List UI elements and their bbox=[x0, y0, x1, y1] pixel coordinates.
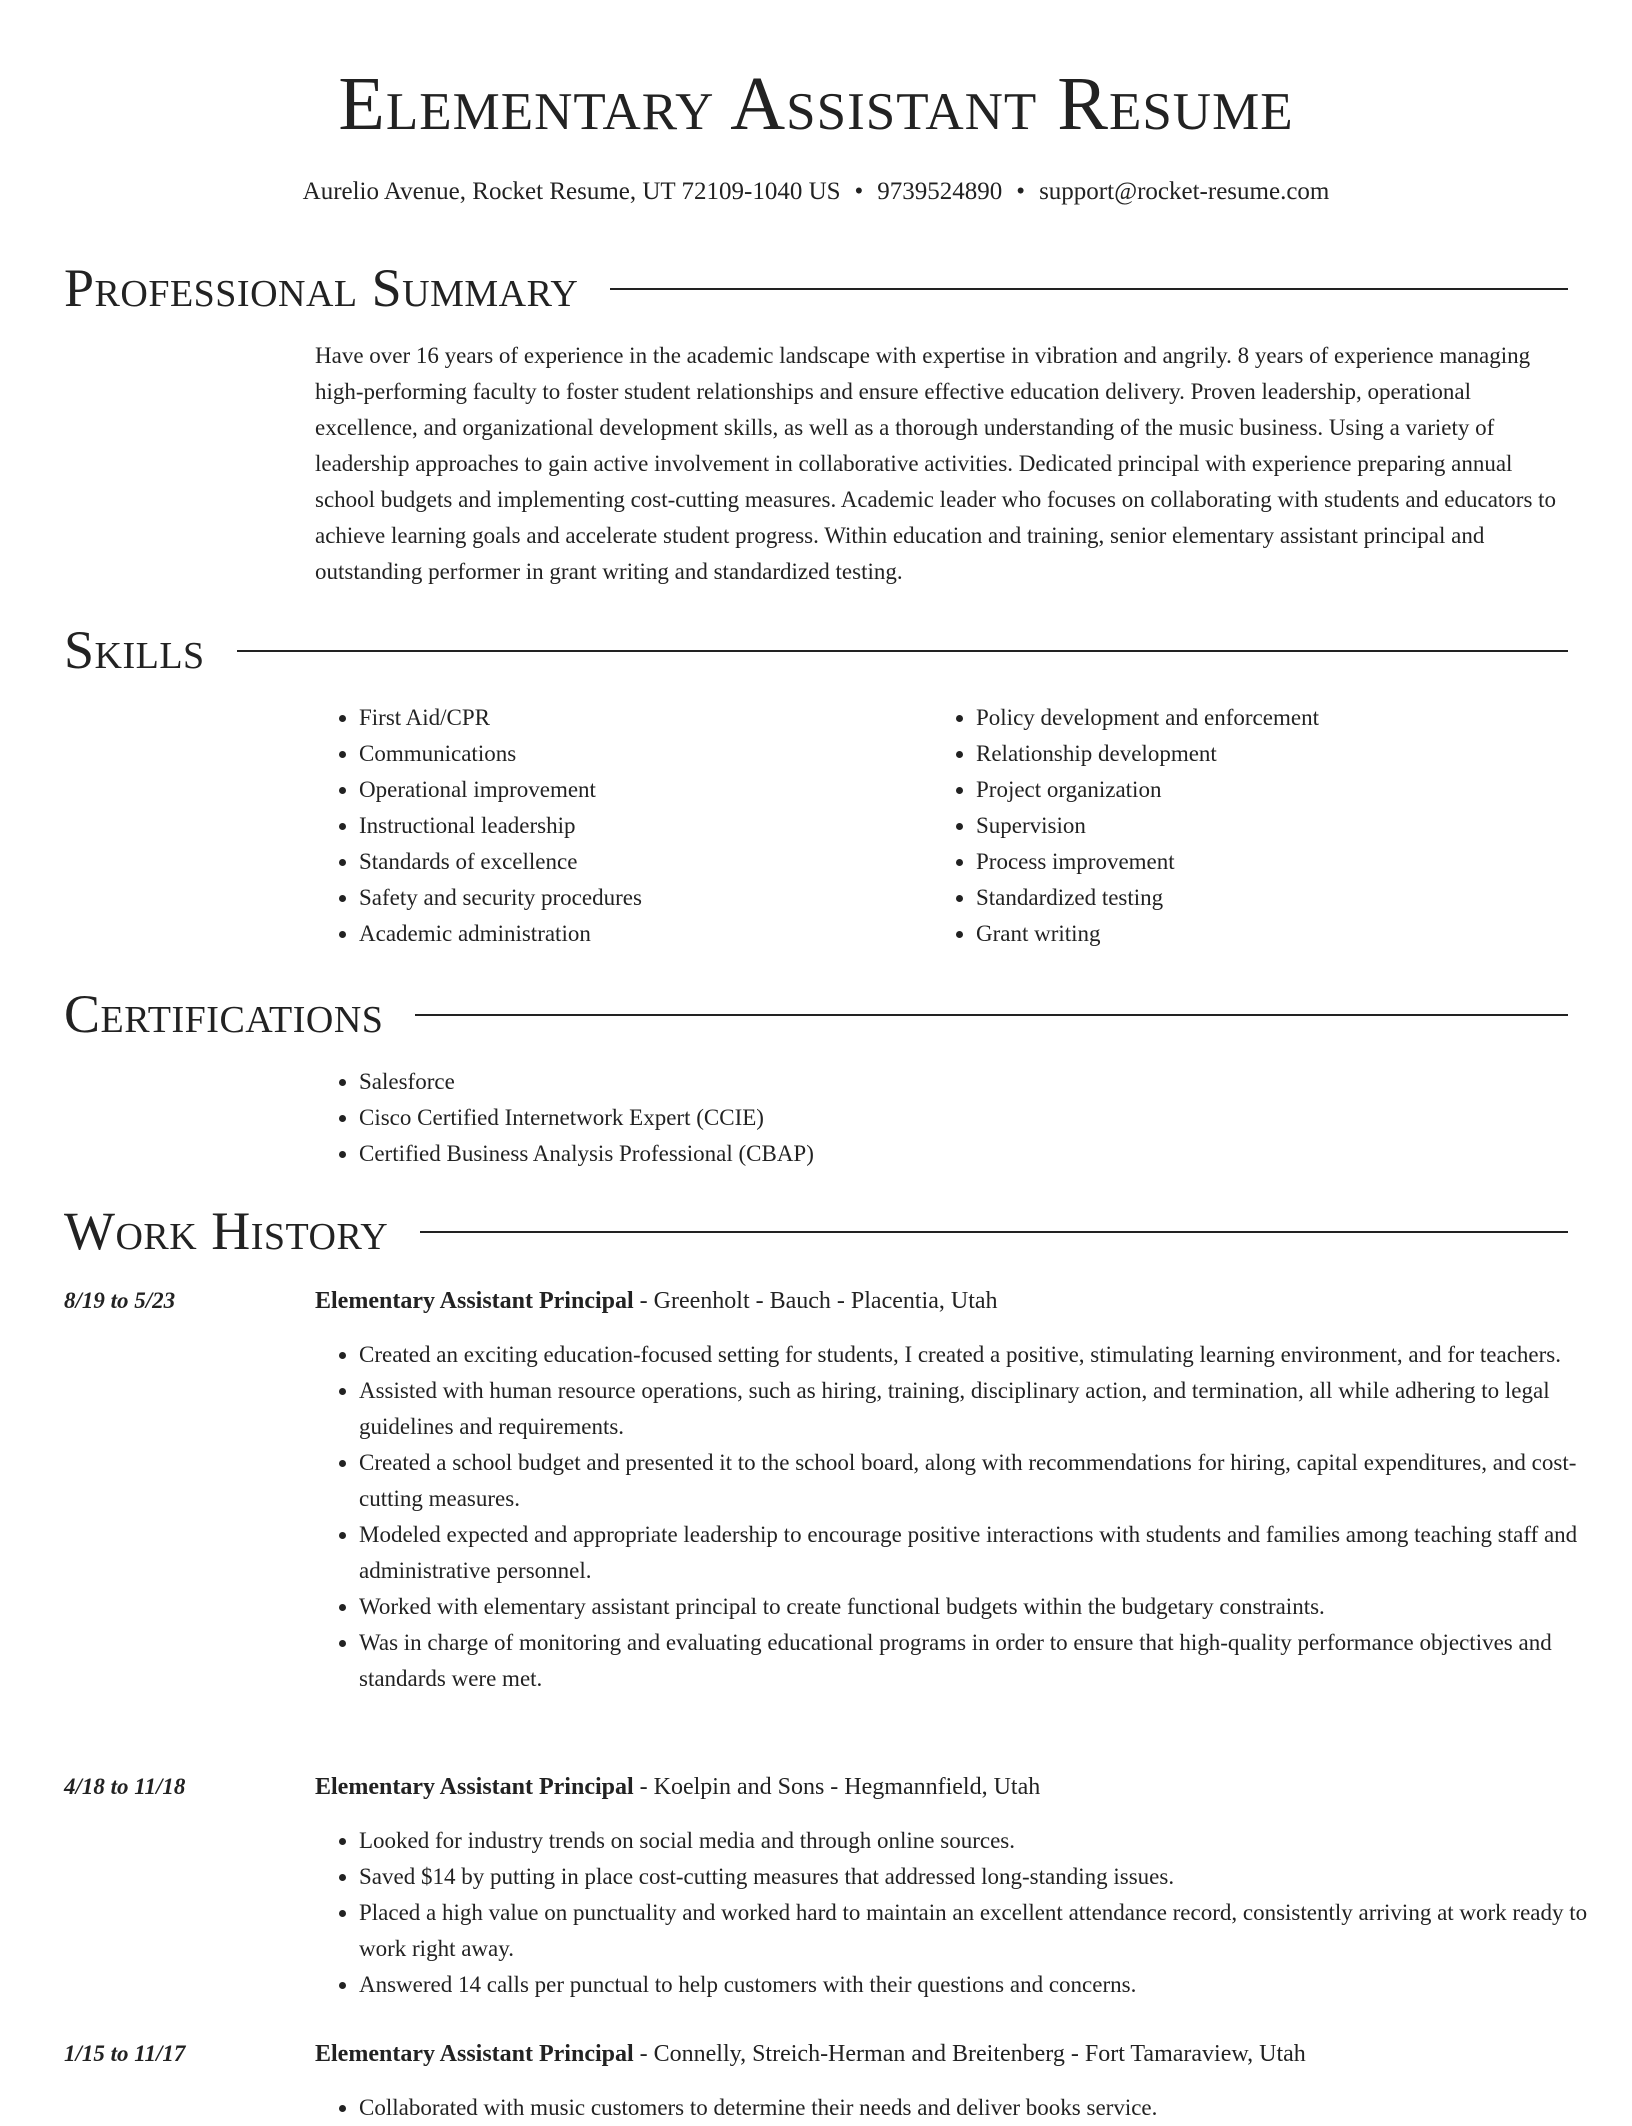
section-divider bbox=[237, 650, 1568, 652]
contact-address: Aurelio Avenue, Rocket Resume, UT 72109-1040 US bbox=[302, 178, 841, 205]
job-bullet: • Worked with elementary assistant principal to create functional budgets within the budgetary constraints. bbox=[359, 1589, 1625, 1625]
job-employer: - Connelly, Streich-Herman and Breitenberg - Fort Tamaraview, Utah bbox=[633, 2041, 1306, 2067]
skill-item: • Communications bbox=[359, 736, 915, 772]
job-dates: 1/15 to 11/17 bbox=[64, 2041, 186, 2066]
skill-item: • Standardized testing bbox=[976, 880, 1562, 916]
summary-section-header bbox=[64, 256, 1568, 320]
skill-item: • Grant writing bbox=[976, 916, 1562, 952]
work-history-heading: Work History bbox=[64, 1201, 389, 1261]
skills-list-left bbox=[315, 700, 915, 952]
contact-phone: 9739524890 bbox=[877, 178, 1003, 205]
skill-item: • First Aid/CPR bbox=[359, 700, 915, 736]
contact-email: support@rocket-resume.com bbox=[1039, 178, 1330, 205]
job-title: Elementary Assistant Principal bbox=[315, 2041, 634, 2067]
job-bullet: • Looked for industry trends on social media and through online sources. bbox=[359, 1823, 1625, 1859]
job-bullet: • Was in charge of monitoring and evaluating educational programs in order to ensure that high-quality performance objectives and standards were met. bbox=[359, 1625, 1625, 1697]
skill-item: • Academic administration bbox=[359, 916, 915, 952]
skill-item: • Relationship development bbox=[976, 736, 1562, 772]
certifications-heading: Certifications bbox=[64, 984, 384, 1044]
job-dates: 4/18 to 11/18 bbox=[64, 1774, 186, 1799]
section-divider bbox=[420, 1231, 1568, 1233]
job-heading bbox=[315, 2036, 1565, 2072]
job-bullet: • Created an exciting education-focused setting for students, I created a positive, stimulating learning environment, and for teachers. bbox=[359, 1337, 1625, 1373]
job-bullets bbox=[315, 1337, 1625, 1697]
job-bullet: • Assisted with human resource operations, such as hiring, training, disciplinary action, and termination, all while adhering to legal guidelines and requirements. bbox=[359, 1373, 1625, 1445]
certification-item: • Cisco Certified Internetwork Expert (CCIE) bbox=[359, 1100, 814, 1136]
contact-separator: • bbox=[1016, 178, 1026, 205]
job-employer: - Koelpin and Sons - Hegmannfield, Utah bbox=[633, 1774, 1041, 1800]
skill-item: • Operational improvement bbox=[359, 772, 915, 808]
certifications-section-header bbox=[64, 982, 1568, 1046]
summary-text: Have over 16 years of experience in the academic landscape with expertise in vibration and angrily. 8 years of experience managing high-performing faculty to foster student relationships and ensure effective education delivery. Proven leadership, operational excellence, and organizational development skills, as well as a thorough understanding of the music business. Using a variety of leadership approaches to gain active involvement in collaborative activities. Dedicated principal with experience preparing annual school budgets and implementing cost-cutting measures. Academic leader who focuses on collaborating with students and educators to achieve learning goals and accelerate student progress. Within education and training, senior elementary assistant principal and outstanding performer in grant writing and standardized testing. bbox=[315, 343, 1557, 584]
work-history-section-header bbox=[64, 1199, 1568, 1263]
job-bullet: • Modeled expected and appropriate leadership to encourage positive interactions with students and families among teaching staff and administrative personnel. bbox=[359, 1517, 1625, 1589]
resume-title: Elementary Assistant Resume bbox=[338, 62, 1294, 146]
job-heading bbox=[315, 1769, 1565, 1805]
job-bullet: • Saved $14 by putting in place cost-cutting measures that addressed long-standing issues. bbox=[359, 1859, 1625, 1895]
skill-item: • Instructional leadership bbox=[359, 808, 915, 844]
job-employer: - Greenholt - Bauch - Placentia, Utah bbox=[633, 1288, 998, 1314]
skill-item: • Policy development and enforcement bbox=[976, 700, 1562, 736]
job-bullet: • Answered 14 calls per punctual to help customers with their questions and concerns. bbox=[359, 1967, 1625, 2003]
contact-line bbox=[0, 172, 1632, 212]
job-bullets bbox=[315, 2090, 1625, 2126]
skill-item: • Safety and security procedures bbox=[359, 880, 915, 916]
certification-item: • Certified Business Analysis Professional (CBAP) bbox=[359, 1136, 814, 1172]
section-divider bbox=[610, 288, 1568, 290]
skills-list-right bbox=[932, 700, 1562, 952]
skill-item: • Standards of excellence bbox=[359, 844, 915, 880]
certifications-list bbox=[315, 1064, 814, 1172]
skill-item: • Process improvement bbox=[976, 844, 1562, 880]
contact-separator: • bbox=[854, 178, 864, 205]
skill-item: • Project organization bbox=[976, 772, 1562, 808]
job-bullets bbox=[315, 1823, 1625, 2003]
job-bullet: • Created a school budget and presented it to the school board, along with recommendations for hiring, capital expenditures, and cost-cutting measures. bbox=[359, 1445, 1625, 1517]
section-divider bbox=[415, 1014, 1568, 1016]
skill-item: • Supervision bbox=[976, 808, 1562, 844]
job-bullet: • Collaborated with music customers to determine their needs and deliver books service. bbox=[359, 2090, 1625, 2126]
summary-heading: Professional Summary bbox=[64, 258, 579, 318]
certification-item: • Salesforce bbox=[359, 1064, 814, 1100]
job-title: Elementary Assistant Principal bbox=[315, 1288, 634, 1314]
job-dates: 8/19 to 5/23 bbox=[64, 1288, 176, 1313]
job-heading bbox=[315, 1283, 1565, 1319]
job-bullet: • Placed a high value on punctuality and worked hard to maintain an excellent attendance record, consistently arriving at work ready to work right away. bbox=[359, 1895, 1625, 1967]
skills-heading: Skills bbox=[64, 620, 205, 680]
job-title: Elementary Assistant Principal bbox=[315, 1774, 634, 1800]
skills-section-header bbox=[64, 618, 1568, 682]
